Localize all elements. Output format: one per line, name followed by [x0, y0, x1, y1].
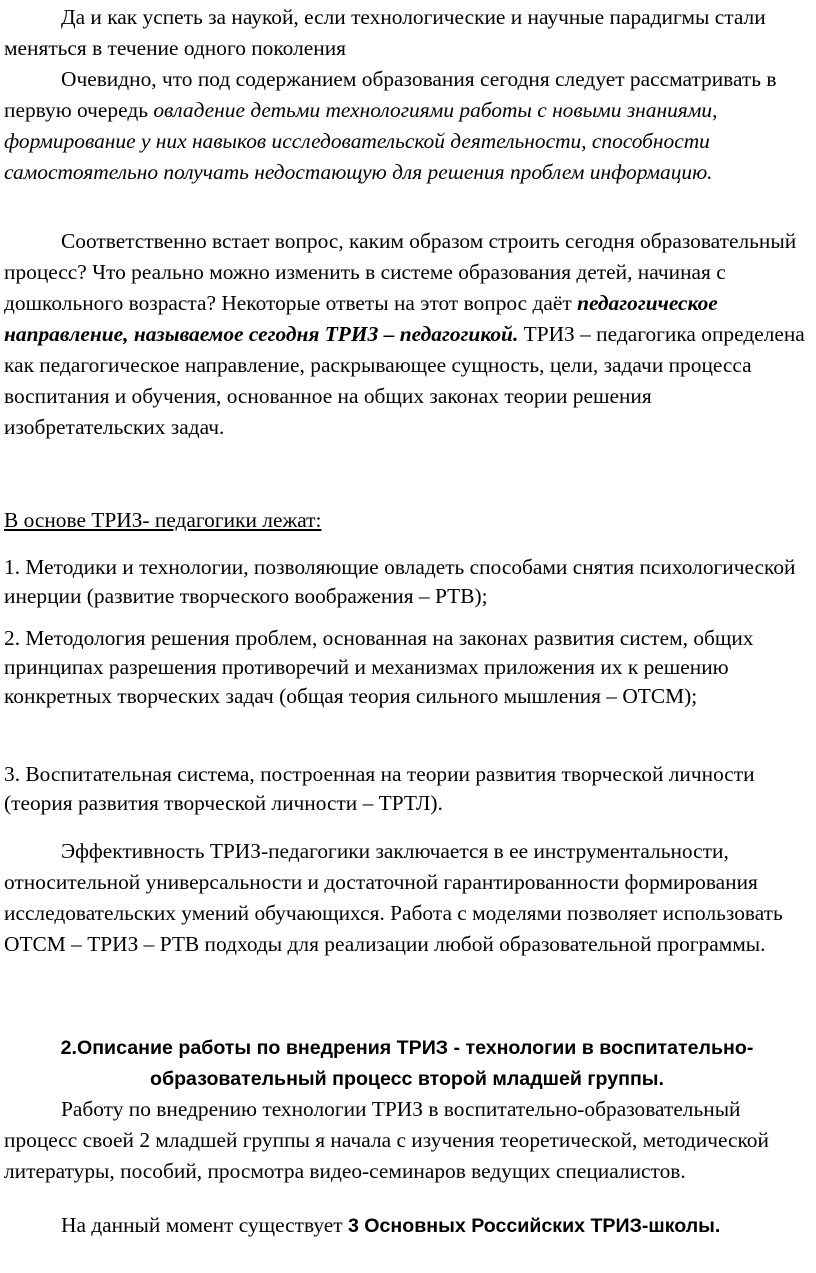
basis-heading: В основе ТРИЗ- педагогики лежат: [4, 508, 322, 532]
paragraph-paradigms: Да и как успеть за наукой, если технологические и научные парадигмы стали меняться в течение одного поколения [4, 5, 766, 60]
list-item-2: 2. Методология решения проблем, основанная на законах развития систем, общих принципах разрешения противоречий и механизмах приложения их к решению конкретных творческих задач (общая теория сильного мышления – ОТСМ); [4, 626, 754, 708]
paragraph-triz-tail: ТРИЗ – педагогика определена как педагогическое направление, раскрывающее сущность, цели, задачи процесса воспитания и обучения, основанное на общих законах теории решения изобретательских задач. [4, 322, 805, 439]
paragraph-triz-schools [4, 1210, 806, 1242]
list-item-3: 3. Воспитательная система, построенная на теории развития творческой личности (теория развития творческой личности – ТРТЛ). [4, 762, 755, 815]
paragraph-implementation: Работу по внедрению технологии ТРИЗ в воспитательно-образовательный процесс своей 2 младшей группы я начала с изучения теоретической, методической литературы, пособий, просмотра видео-семинаров ведущих специалистов. [4, 1097, 769, 1183]
paragraph-education-italic: овладение детьми технологиями работы с новыми знаниями, формирование у них навыков исследовательской деятельности, способности самостоятельно получать недостающую для решения проблем информацию. [4, 98, 718, 184]
paragraph-schools-lead: На данный момент существует [61, 1213, 348, 1237]
paragraph-triz-pedagogy [4, 226, 806, 443]
section-heading: 2.Описание работы по внедрения ТРИЗ - технологии в воспитательно-образовательный процесс второй младшей группы. [60, 1037, 754, 1090]
paragraph-education-lead: Очевидно, что под содержанием образования сегодня следует рассматривать в первую очередь [4, 67, 777, 122]
paragraph-triz-bold-italic: педагогическое направление, называемое сегодня ТРИЗ – педагогикой. [4, 291, 718, 346]
paragraph-effectiveness: Эффективность ТРИЗ-педагогики заключается в ее инструментальности, относительной универсальности и достаточной гарантированности формирования исследовательских умений обучающихся. Работа с моделями позволяет использовать ОТСМ – ТРИЗ – РТВ подходы для реализации любой образовательной программы. [4, 839, 783, 956]
paragraph-education-content [4, 64, 806, 188]
list-item-1: 1. Методики и технологии, позволяющие овладеть способами снятия психологической инерции (развитие творческого воображения – РТВ); [4, 555, 796, 608]
paragraph-triz-lead: Соответственно встает вопрос, каким образом строить сегодня образовательный процесс? Что реально можно изменить в системе образования детей, начиная с дошкольного возраста? Некоторые ответы на этот вопрос даёт [4, 229, 797, 315]
paragraph-schools-bold: 3 Основных Российских ТРИЗ-школы. [347, 1215, 721, 1237]
